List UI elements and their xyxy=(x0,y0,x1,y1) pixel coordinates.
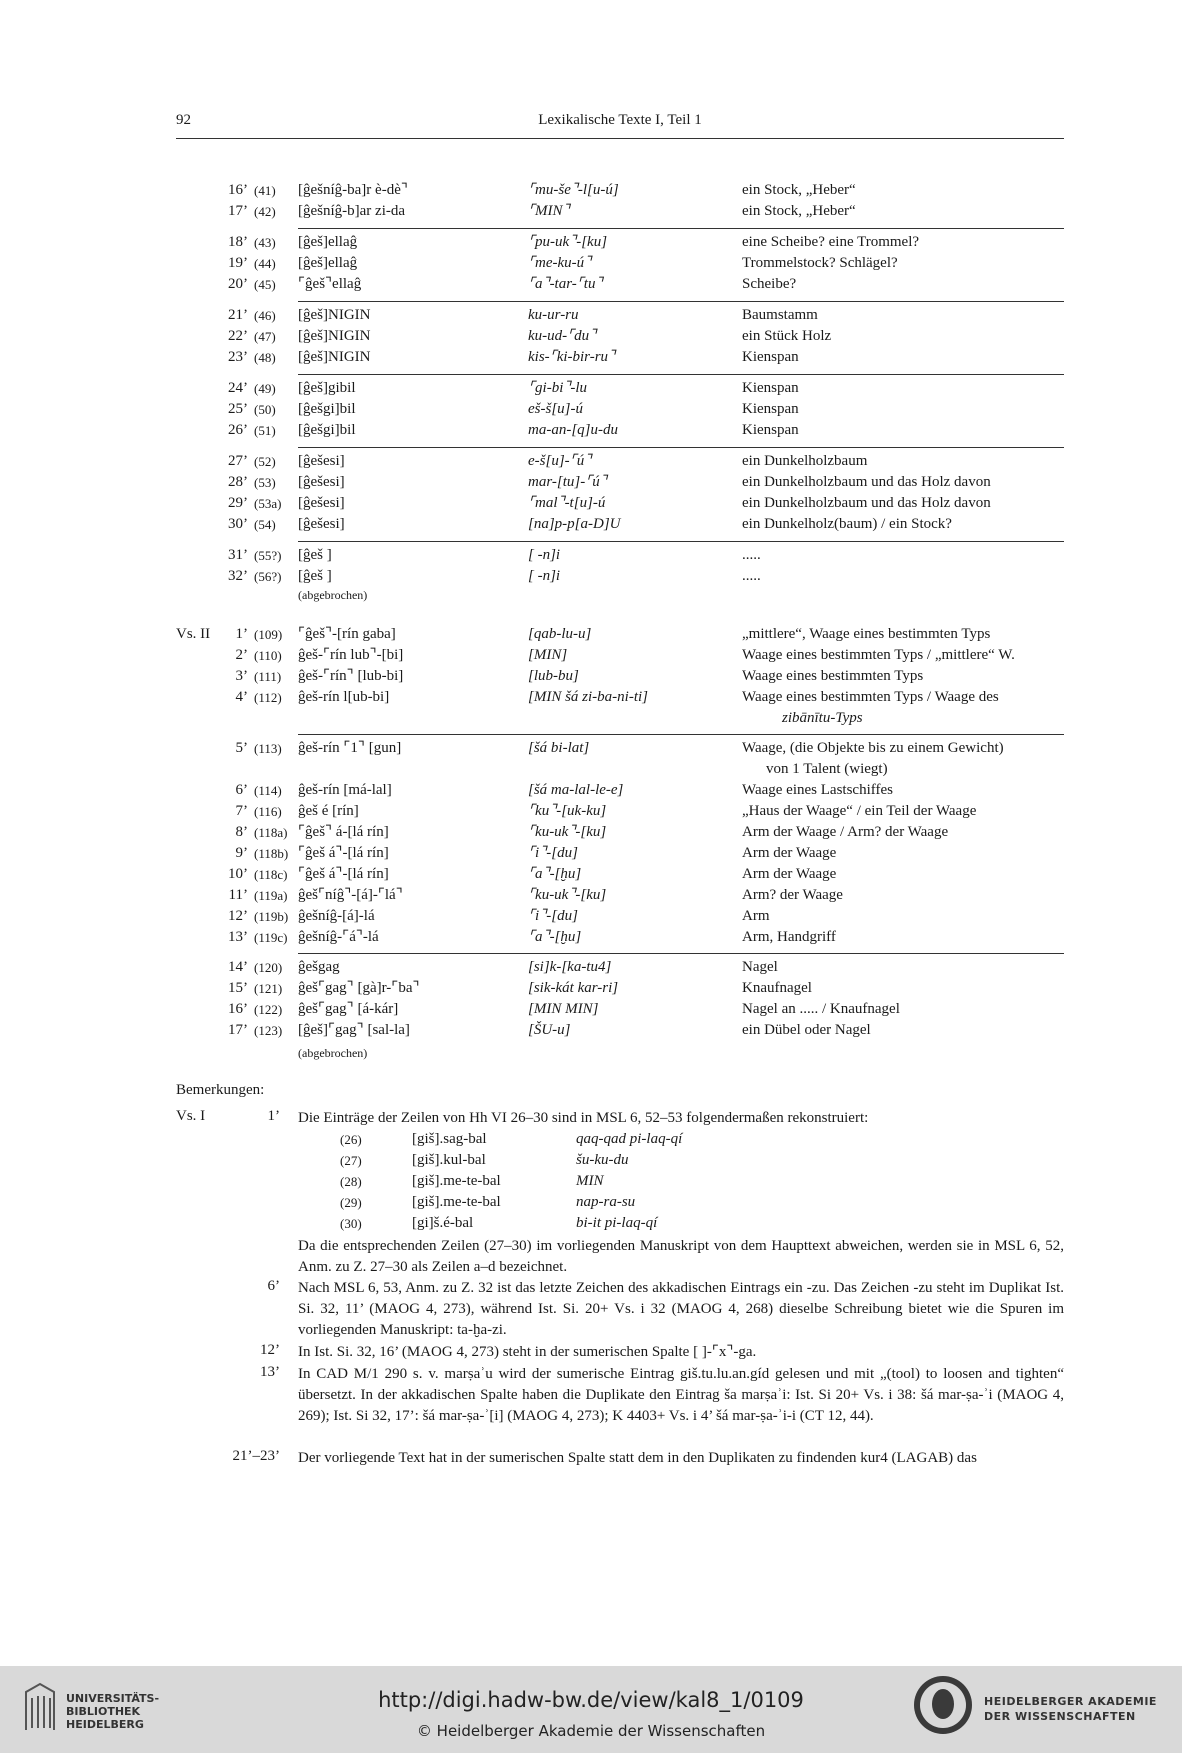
akkadian-entry: ⌜gi-bi⌝-lu xyxy=(528,380,588,396)
table-row-continuation: von 1 Talent (wiegt) xyxy=(766,761,888,777)
line-number: 12’ xyxy=(228,908,248,924)
table-row xyxy=(176,514,1064,535)
line-number: 16’ xyxy=(228,182,248,198)
sumerian-entry: ĝeš é [rín] xyxy=(298,803,359,819)
line-number: 29’ xyxy=(228,495,248,511)
akkadian-entry: mar-[tu]-⌜ú⌝ xyxy=(528,474,607,490)
german-translation: eine Scheibe? eine Trommel? xyxy=(742,234,920,250)
akkadian-entry: [qab-lu-u] xyxy=(528,626,592,642)
german-translation: Kienspan xyxy=(742,401,799,417)
broken-off-note-2: (abgebrochen) xyxy=(298,1046,368,1060)
line-number: 16’ xyxy=(228,1001,248,1017)
akkadian-entry: ⌜a⌝-tar-⌜tu⌝ xyxy=(528,276,603,292)
table-row xyxy=(176,274,1064,295)
line-number: 28’ xyxy=(228,474,248,490)
parallel-number: (118c) xyxy=(254,867,288,882)
line-number: 24’ xyxy=(228,380,248,396)
sumerian-entry: [ĝeš]gibil xyxy=(298,380,356,396)
sumerian-entry: ⌜ĝeš á⌝-[lá rín] xyxy=(298,866,389,882)
line-number: 9’ xyxy=(235,845,248,861)
akkadian-entry: [MIN] xyxy=(528,647,568,663)
akkadian-entry: ku-ud-⌜du⌝ xyxy=(528,328,597,344)
german-translation: ein Dübel oder Nagel xyxy=(742,1022,871,1038)
akkadian-entry: [MIN MIN] xyxy=(528,1001,599,1017)
line-number: 7’ xyxy=(235,803,248,819)
msl-entry xyxy=(0,1129,1182,1150)
page-number: 92 xyxy=(176,112,191,128)
table-row xyxy=(176,801,1064,822)
german-translation: Scheibe? xyxy=(742,276,797,292)
table-row xyxy=(176,451,1064,472)
german-translation: ein Dunkelholzbaum und das Holz davon xyxy=(742,495,991,511)
copyright-notice: © Heidelberger Akademie der Wissenschaften xyxy=(416,1722,766,1740)
german-translation: „mittlere“, Waage eines bestimmten Typs xyxy=(742,626,991,642)
german-translation: Kienspan xyxy=(742,380,799,396)
line-number: 17’ xyxy=(228,1022,248,1038)
group-separator xyxy=(298,953,1064,954)
table-row-continuation: zibānītu-Typs xyxy=(782,710,863,726)
parallel-number: (43) xyxy=(254,235,276,250)
line-number: 1’ xyxy=(235,626,248,642)
sumerian-entry: ĝeš⌜gag⌝ [gà]r-⌜ba⌝ xyxy=(298,980,420,996)
parallel-number: (56?) xyxy=(254,569,282,584)
group-separator xyxy=(298,541,1064,542)
german-translation: Arm der Waage xyxy=(742,845,837,861)
parallel-number: (49) xyxy=(254,381,276,396)
german-translation: Waage eines bestimmten Typs xyxy=(742,668,924,684)
table-row xyxy=(176,1020,1064,1041)
note-text: In Ist. Si. 32, 16’ (MAOG 4, 273) steht in der sumerischen Spalte [ ]-⌜x⌝-ga. xyxy=(298,1344,757,1360)
table-row xyxy=(176,780,1064,801)
sumerian-entry: ĝeš-rín [má-lal] xyxy=(298,782,392,798)
german-translation: Nagel xyxy=(742,959,778,975)
msl-entry xyxy=(0,1192,1182,1213)
line-number: 4’ xyxy=(235,689,248,705)
table-row xyxy=(176,347,1064,368)
msl-line-number: (28) xyxy=(340,1174,362,1189)
german-translation: ein Stock, „Heber“ xyxy=(742,203,856,219)
parallel-number: (53) xyxy=(254,475,276,490)
footer-bar xyxy=(0,1666,1182,1753)
sumerian-entry: [ĝeš]ellaĝ xyxy=(298,234,358,250)
akkadian-entry: ma-an-[q]u-du xyxy=(528,422,618,438)
akkadian-entry: ⌜i⌝-[du] xyxy=(528,908,578,924)
note-label: 6’ xyxy=(267,1278,280,1294)
akkadian-entry: ⌜ku-uk⌝-[ku] xyxy=(528,887,607,903)
line-number: 27’ xyxy=(228,453,248,469)
sumerian-entry: ⌜ĝeš⌝ á-[lá rín] xyxy=(298,824,389,840)
note-label: 1’ xyxy=(267,1108,280,1124)
section-label-vs2: Vs. II xyxy=(176,626,211,642)
broken-off-note-1: (abgebrochen) xyxy=(298,588,368,602)
sumerian-entry: ĝešgag xyxy=(298,959,340,975)
table-row xyxy=(176,957,1064,978)
table-row xyxy=(176,180,1064,201)
sumerian-entry: [ĝeš]NIGIN xyxy=(298,328,371,344)
msl-akkadian: bi-it pi-laq-qí xyxy=(576,1215,658,1231)
group-separator xyxy=(298,734,1064,735)
running-header xyxy=(176,112,1064,139)
parallel-number: (113) xyxy=(254,741,282,756)
table-row xyxy=(176,927,1064,948)
sumerian-entry: [ĝeš]NIGIN xyxy=(298,307,371,323)
parallel-number: (51) xyxy=(254,423,276,438)
sumerian-entry: ⌜ĝeš á⌝-[lá rín] xyxy=(298,845,389,861)
msl-akkadian: nap-ra-su xyxy=(576,1194,636,1210)
parallel-number: (44) xyxy=(254,256,276,271)
line-number: 17’ xyxy=(228,203,248,219)
german-translation: Arm xyxy=(742,908,770,924)
line-number: 8’ xyxy=(235,824,248,840)
german-translation: Baumstamm xyxy=(742,307,818,323)
sumerian-entry: [ĝešesi] xyxy=(298,474,345,490)
parallel-number: (110) xyxy=(254,648,282,663)
german-translation: Waage, (die Objekte bis zu einem Gewicht) xyxy=(742,740,1004,756)
german-translation: Kienspan xyxy=(742,349,799,365)
table-row xyxy=(176,566,1064,587)
akkadian-entry: [na]p-p[a-D]U xyxy=(528,516,621,532)
note-label: 21’–23’ xyxy=(232,1448,280,1464)
sumerian-entry: [ĝeš ] xyxy=(298,547,332,563)
german-translation: Knaufnagel xyxy=(742,980,812,996)
akkadian-entry: eš-š[u]-ú xyxy=(528,401,583,417)
sumerian-entry: [ĝešgi]bil xyxy=(298,401,356,417)
sumerian-entry: ĝešníĝ-[á]-lá xyxy=(298,908,375,924)
sumerian-entry: [ĝeš]ellaĝ xyxy=(298,255,358,271)
line-number: 3’ xyxy=(235,668,248,684)
group-separator xyxy=(298,447,1064,448)
line-number: 22’ xyxy=(228,328,248,344)
parallel-number: (46) xyxy=(254,308,276,323)
line-number: 26’ xyxy=(228,422,248,438)
note-text: Nach MSL 6, 53, Anm. zu Z. 32 ist das letzte Zeichen des akkadischen Eintrags ein -zu. Das Zeichen -zu steht im Duplikat Ist. Si. 32, 11’ (MAOG 4, 273), während Ist. Si. 20+ Vs. i 32 (MAOG 4, 268) dieselbe Schreibung bietet wie die Spuren im vorliegenden Manuskript: ta-ḫa-zi. xyxy=(298,1280,1064,1338)
akkadian-entry: ⌜mu-še⌝-l[u-ú] xyxy=(528,182,619,198)
table-row xyxy=(176,687,1064,708)
line-number: 21’ xyxy=(228,307,248,323)
line-number: 5’ xyxy=(235,740,248,756)
table-row xyxy=(176,978,1064,999)
german-translation: Trommelstock? Schlägel? xyxy=(742,255,898,271)
akkadian-entry: [ŠU-u] xyxy=(528,1022,571,1038)
line-number: 6’ xyxy=(235,782,248,798)
sumerian-entry: [ĝeš]NIGIN xyxy=(298,349,371,365)
parallel-number: (48) xyxy=(254,350,276,365)
sumerian-entry: [ĝešesi] xyxy=(298,453,345,469)
table-row xyxy=(176,420,1064,441)
parallel-number: (42) xyxy=(254,204,276,219)
parallel-number: (55?) xyxy=(254,548,282,563)
akkadian-entry: ⌜a⌝-[ḫu] xyxy=(528,929,582,945)
sumerian-entry: ĝeš⌜níĝ⌝-[á]-⌜lá⌝ xyxy=(298,887,403,903)
msl-akkadian: šu-ku-du xyxy=(576,1152,629,1168)
sumerian-entry: [ĝešesi] xyxy=(298,495,345,511)
parallel-number: (112) xyxy=(254,690,282,705)
note-label: 13’ xyxy=(260,1364,280,1380)
parallel-number: (52) xyxy=(254,454,276,469)
line-number: 15’ xyxy=(228,980,248,996)
sumerian-entry: [ĝešníĝ-ba]r è-dè⌝ xyxy=(298,182,408,198)
sumerian-entry: [ĝešgi]bil xyxy=(298,422,356,438)
akkadian-entry: ⌜mal⌝-t[u]-ú xyxy=(528,495,606,511)
sumerian-entry: ĝeš⌜gag⌝ [á-kár] xyxy=(298,1001,399,1017)
note-text: Der vorliegende Text hat in der sumerischen Spalte statt dem in den Duplikaten zu findenden kur4 (LAGAB) das xyxy=(298,1450,977,1466)
msl-sumerian: [giš].me-te-bal xyxy=(412,1194,501,1210)
line-number: 30’ xyxy=(228,516,248,532)
permalink-url[interactable]: http://digi.hadw-bw.de/view/kal8_1/0109 xyxy=(378,1688,804,1712)
note-text: Die Einträge der Zeilen von Hh VI 26–30 sind in MSL 6, 52–53 folgendermaßen rekonstruiert: xyxy=(298,1110,869,1126)
table-row xyxy=(176,201,1064,222)
line-number: 32’ xyxy=(228,568,248,584)
german-translation: „Haus der Waage“ / ein Teil der Waage xyxy=(742,803,977,819)
table-row xyxy=(176,666,1064,687)
akkadian-entry: e-š[u]-⌜ú⌝ xyxy=(528,453,592,469)
german-translation: Arm der Waage / Arm? der Waage xyxy=(742,824,949,840)
german-translation: ein Dunkelholzbaum xyxy=(742,453,868,469)
sumerian-entry: [ĝešesi] xyxy=(298,516,345,532)
line-number: 18’ xyxy=(228,234,248,250)
table-row xyxy=(176,545,1064,566)
akkadian-entry: [MIN šá zi-ba-ni-ti] xyxy=(528,689,648,705)
msl-line-number: (27) xyxy=(340,1153,362,1168)
remarks-section-vs1: Vs. I xyxy=(176,1108,206,1124)
parallel-number: (114) xyxy=(254,783,282,798)
sumerian-entry: ĝeš-⌜rín⌝ [lub-bi] xyxy=(298,668,404,684)
parallel-number: (111) xyxy=(254,669,282,684)
german-translation: Waage eines bestimmten Typs / Waage des xyxy=(742,689,999,705)
akkadian-entry: [ -n]i xyxy=(528,568,561,584)
german-translation: Arm der Waage xyxy=(742,866,837,882)
akkadian-entry: [lub-bu] xyxy=(528,668,579,684)
table-row xyxy=(176,864,1064,885)
table-row xyxy=(176,843,1064,864)
table-row xyxy=(176,999,1064,1020)
table-row xyxy=(176,885,1064,906)
sumerian-entry: ĝeš-rín l[ub-bi] xyxy=(298,689,390,705)
group-separator xyxy=(298,301,1064,302)
line-number: 2’ xyxy=(235,647,248,663)
parallel-number: (119b) xyxy=(254,909,289,924)
line-number: 10’ xyxy=(228,866,248,882)
msl-entry xyxy=(0,1171,1182,1192)
sumerian-entry: [ĝeš]⌜gag⌝ [sal-la] xyxy=(298,1022,410,1038)
akkadian-entry: [šá bi-lat] xyxy=(528,740,590,756)
line-number: 14’ xyxy=(228,959,248,975)
msl-entry xyxy=(0,1213,1182,1234)
parallel-number: (118a) xyxy=(254,825,288,840)
remarks-heading: Bemerkungen: xyxy=(176,1082,265,1098)
table-row xyxy=(176,232,1064,253)
sumerian-entry: ĝeš-rín ⌜1⌝ [gun] xyxy=(298,740,402,756)
msl-entry xyxy=(0,1150,1182,1171)
german-translation: ..... xyxy=(742,547,761,563)
akkadian-entry: [si]k-[ka-tu4] xyxy=(528,959,612,975)
table-row xyxy=(176,305,1064,326)
table-row xyxy=(176,399,1064,420)
german-translation: ein Dunkelholzbaum und das Holz davon xyxy=(742,474,991,490)
sumerian-entry: ĝešníĝ-⌜á⌝-lá xyxy=(298,929,379,945)
line-number: 25’ xyxy=(228,401,248,417)
german-translation: ..... xyxy=(742,568,761,584)
msl-akkadian: MIN xyxy=(576,1173,604,1189)
akkadian-entry: ku-ur-ru xyxy=(528,307,579,323)
parallel-number: (50) xyxy=(254,402,276,417)
note-text: In CAD M/1 290 s. v. marṣaʾu wird der sumerische Eintrag giš.tu.lu.an.gíd gelesen und mit „(tool) to loosen and tighten“ übersetzt. In der akkadischen Spalte haben die Duplikate den Eintrag ša marṣaʾi: Ist. Si 20+ Vs. i 38: šá mar-ṣa-ʾi (MAOG 4, 269); Ist. Si 32, 17’: šá mar-ṣa-ʾ[i] (MAOG 4, 273); K 4403+ Vs. i 4’ šá mar-ṣa-ʾi-i (CT 12, 44). xyxy=(298,1366,1064,1424)
german-translation: ein Dunkelholz(baum) / ein Stock? xyxy=(742,516,952,532)
sumerian-entry: ⌜ĝeš⌝ellaĝ xyxy=(298,276,362,292)
akkadian-entry: ⌜me-ku-ú⌝ xyxy=(528,255,592,271)
table-row xyxy=(176,624,1064,645)
parallel-number: (119a) xyxy=(254,888,288,903)
note-text: Da die entsprechenden Zeilen (27–30) im vorliegenden Manuskript von dem Haupttext abweichen, werden sie in MSL 6, 52, Anm. zu Z. 27–30 als Zeilen a–d bezeichnet. xyxy=(298,1238,1064,1275)
running-title: Lexikalische Texte I, Teil 1 xyxy=(538,112,702,128)
ub-heidelberg-logo: UNIVERSITÄTS- BIBLIOTHEK HEIDELBERG xyxy=(20,1678,180,1738)
msl-line-number: (30) xyxy=(340,1216,362,1231)
table-row xyxy=(176,493,1064,514)
parallel-number: (54) xyxy=(254,517,276,532)
sumerian-entry: [ĝeš ] xyxy=(298,568,332,584)
parallel-number: (122) xyxy=(254,1002,283,1017)
msl-sumerian: [giš].sag-bal xyxy=(412,1131,487,1147)
table-row xyxy=(176,326,1064,347)
table-row xyxy=(176,738,1064,759)
german-translation: Nagel an ..... / Knaufnagel xyxy=(742,1001,900,1017)
line-number: 13’ xyxy=(228,929,248,945)
table-row xyxy=(176,645,1064,666)
table-row xyxy=(176,253,1064,274)
german-translation: Waage eines bestimmten Typs / „mittlere“ W. xyxy=(742,647,1015,663)
note-label: 12’ xyxy=(260,1342,280,1358)
akkadian-entry: ⌜ku-uk⌝-[ku] xyxy=(528,824,607,840)
academy-seal-icon xyxy=(912,1674,974,1736)
german-translation: ein Stück Holz xyxy=(742,328,832,344)
german-translation: Waage eines Lastschiffes xyxy=(742,782,893,798)
msl-sumerian: [giš].kul-bal xyxy=(412,1152,486,1168)
parallel-number: (119c) xyxy=(254,930,288,945)
akkadian-entry: ⌜MIN⌝ xyxy=(528,203,570,219)
table-row xyxy=(176,378,1064,399)
parallel-number: (53a) xyxy=(254,496,282,511)
msl-line-number: (26) xyxy=(340,1132,362,1147)
akkadian-entry: ⌜ku⌝-[uk-ku] xyxy=(528,803,607,819)
sumerian-entry: ⌜ĝeš⌝-[rín gaba] xyxy=(298,626,396,642)
akkadian-entry: ⌜a⌝-[ḫu] xyxy=(528,866,582,882)
parallel-number: (109) xyxy=(254,627,283,642)
german-translation: Kienspan xyxy=(742,422,799,438)
table-row xyxy=(176,906,1064,927)
akkadian-entry: kis-⌜ki-bir-ru⌝ xyxy=(528,349,616,365)
german-translation: Arm, Handgriff xyxy=(742,929,836,945)
table-row xyxy=(176,472,1064,493)
parallel-number: (45) xyxy=(254,277,276,292)
parallel-number: (41) xyxy=(254,183,276,198)
msl-akkadian: qaq-qad pi-laq-qí xyxy=(576,1131,683,1147)
line-number: 11’ xyxy=(228,887,248,903)
group-separator xyxy=(298,228,1064,229)
akkadian-entry: ⌜pu-uk⌝-[ku] xyxy=(528,234,608,250)
msl-line-number: (29) xyxy=(340,1195,362,1210)
line-number: 19’ xyxy=(228,255,248,271)
parallel-number: (116) xyxy=(254,804,282,819)
line-number: 31’ xyxy=(228,547,248,563)
sumerian-entry: [ĝešníĝ-b]ar zi-da xyxy=(298,203,406,219)
german-translation: Arm? der Waage xyxy=(742,887,843,903)
msl-sumerian: [gi]š.é-bal xyxy=(412,1215,474,1231)
table-row xyxy=(176,822,1064,843)
line-number: 20’ xyxy=(228,276,248,292)
parallel-number: (123) xyxy=(254,1023,283,1038)
akkadian-entry: ⌜i⌝-[du] xyxy=(528,845,578,861)
sumerian-entry: ĝeš-⌜rín lub⌝-[bi] xyxy=(298,647,404,663)
parallel-number: (47) xyxy=(254,329,276,344)
parallel-number: (118b) xyxy=(254,846,289,861)
line-number: 23’ xyxy=(228,349,248,365)
msl-sumerian: [giš].me-te-bal xyxy=(412,1173,501,1189)
hadw-logo: HEIDELBERGER AKADEMIE DER WISSENSCHAFTEN xyxy=(912,1674,1172,1744)
parallel-number: (120) xyxy=(254,960,283,975)
akkadian-entry: [sik-kát kar-ri] xyxy=(528,980,619,996)
parallel-number: (121) xyxy=(254,981,283,996)
akkadian-entry: [ -n]i xyxy=(528,547,561,563)
akkadian-entry: [šá ma-lal-le-e] xyxy=(528,782,624,798)
group-separator xyxy=(298,374,1064,375)
german-translation: ein Stock, „Heber“ xyxy=(742,182,856,198)
